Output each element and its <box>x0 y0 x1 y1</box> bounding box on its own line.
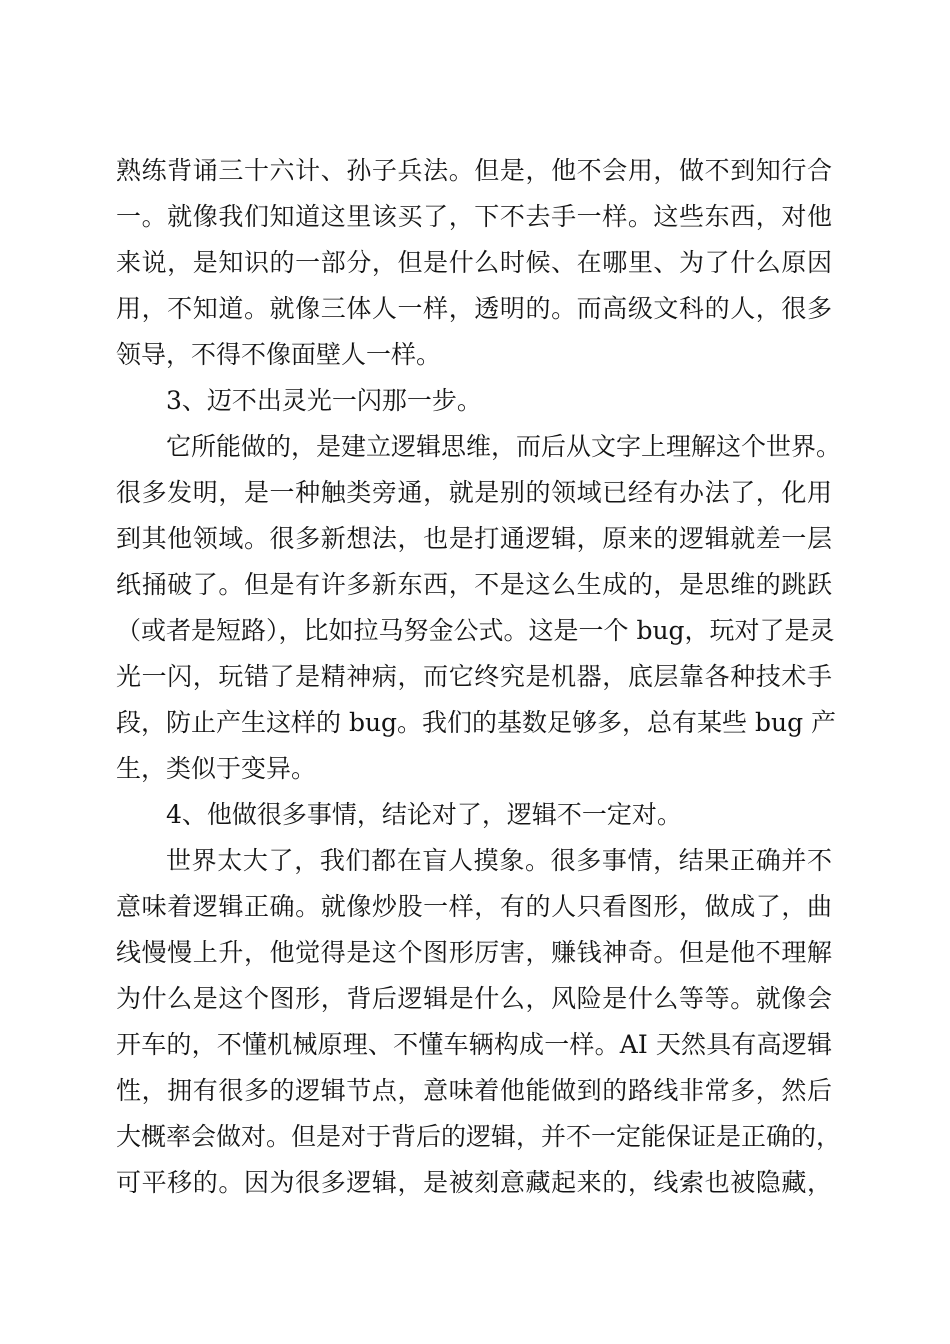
section-heading: 4、他做很多事情，结论对了，逻辑不一定对。 <box>166 800 682 829</box>
text-line: 用，不知道。就像三体人一样，透明的。而高级文科的人，很多 <box>116 294 832 323</box>
text-line: 它所能做的，是建立逻辑思维，而后从文字上理解这个世界。 <box>166 432 842 461</box>
text-line: 可平移的。因为很多逻辑，是被刻意藏起来的，线索也被隐藏， <box>116 1168 832 1197</box>
text-line: 纸捅破了。但是有许多新东西，不是这么生成的，是思维的跳跃 <box>116 570 832 599</box>
text-line: 熟练背诵三十六计、孙子兵法。但是，他不会用，做不到知行合 <box>116 156 832 185</box>
text-line: 到其他领域。很多新想法，也是打通逻辑，原来的逻辑就差一层 <box>116 524 832 553</box>
text-line: 段，防止产生这样的 bug。我们的基数足够多，总有某些 bug 产 <box>116 708 837 737</box>
text-line: 领导，不得不像面壁人一样。 <box>116 340 442 369</box>
text-line: 一。就像我们知道这里该买了，下不去手一样。这些东西，对他 <box>116 202 832 231</box>
text-line: （或者是短路），比如拉马努金公式。这是一个 bug，玩对了是灵 <box>116 616 835 645</box>
text-line: 意味着逻辑正确。就像炒股一样，有的人只看图形，做成了，曲 <box>116 892 832 921</box>
text-line: 生，类似于变异。 <box>116 754 317 783</box>
text-line: 光一闪，玩错了是精神病，而它终究是机器，底层靠各种技术手 <box>116 662 832 691</box>
text-line: 开车的，不懂机械原理、不懂车辆构成一样。AI 天然具有高逻辑 <box>116 1030 832 1059</box>
text-line: 大概率会做对。但是对于背后的逻辑，并不一定能保证是正确的， <box>116 1122 842 1151</box>
section-heading: 3、迈不出灵光一闪那一步。 <box>166 386 482 415</box>
text-line: 世界太大了，我们都在盲人摸象。很多事情，结果正确并不 <box>166 846 832 875</box>
text-line: 来说，是知识的一部分，但是什么时候、在哪里、为了什么原因 <box>116 248 832 277</box>
text-line: 线慢慢上升，他觉得是这个图形厉害，赚钱神奇。但是他不理解 <box>116 938 832 967</box>
text-line: 很多发明，是一种触类旁通，就是别的领域已经有办法了，化用 <box>116 478 832 507</box>
body-text <box>116 148 842 1206</box>
text-line: 为什么是这个图形，背后逻辑是什么，风险是什么等等。就像会 <box>116 984 832 1013</box>
text-line: 性，拥有很多的逻辑节点，意味着他能做到的路线非常多，然后 <box>116 1076 832 1105</box>
